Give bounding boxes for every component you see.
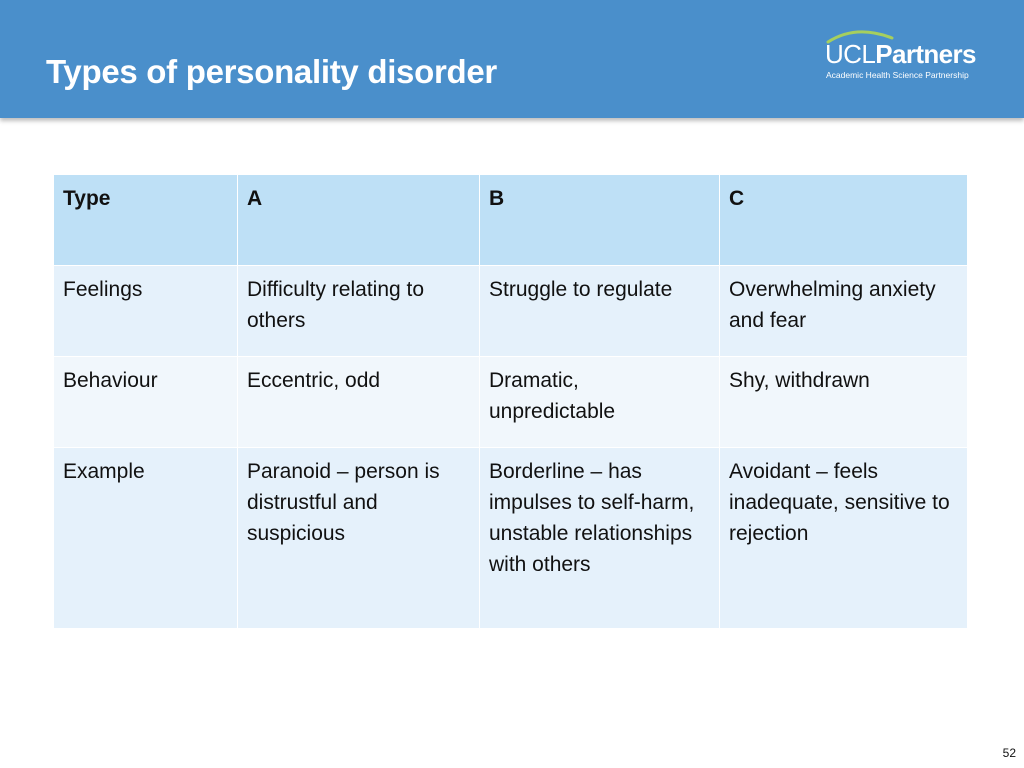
cell-feelings-c: Overwhelming anxiety and fear (720, 266, 968, 357)
cell-feelings-b: Struggle to regulate (480, 266, 720, 357)
logo-tagline: Academic Health Science Partnership (826, 70, 969, 80)
header-bar (0, 0, 1024, 118)
cell-example-a: Paranoid – person is distrustful and suspicious (238, 448, 480, 629)
row-label-behaviour: Behaviour (54, 357, 238, 448)
cell-example-c: Avoidant – feels inadequate, sensitive to rejection (720, 448, 968, 629)
row-label-feelings: Feelings (54, 266, 238, 357)
cell-behaviour-c: Shy, withdrawn (720, 357, 968, 448)
slide-title: Types of personality disorder (46, 53, 497, 90)
header-cell-a: A (238, 175, 480, 266)
cell-feelings-a: Difficulty relating to others (238, 266, 480, 357)
table-row-behaviour (54, 357, 968, 448)
row-label-example: Example (54, 448, 238, 629)
cell-example-b: Borderline – has impulses to self-harm, unstable relationships with others (480, 448, 720, 629)
logo-wordmark-ucl: UCL (825, 39, 876, 69)
header-cell-c: C (720, 175, 968, 266)
table-row-example (54, 448, 968, 629)
table-container (53, 174, 968, 629)
table-header-row (54, 175, 968, 266)
cell-behaviour-b: Dramatic, unpredictable (480, 357, 720, 448)
personality-disorder-table (53, 174, 968, 629)
page-number: 52 (1002, 746, 1016, 760)
uclpartners-logo (824, 28, 994, 84)
table-row-feelings (54, 266, 968, 357)
cell-behaviour-a: Eccentric, odd (238, 357, 480, 448)
logo-wordmark-partners: Partners (875, 39, 976, 69)
logo-wordmark (825, 39, 976, 69)
header-cell-type: Type (54, 175, 238, 266)
header-cell-b: B (480, 175, 720, 266)
